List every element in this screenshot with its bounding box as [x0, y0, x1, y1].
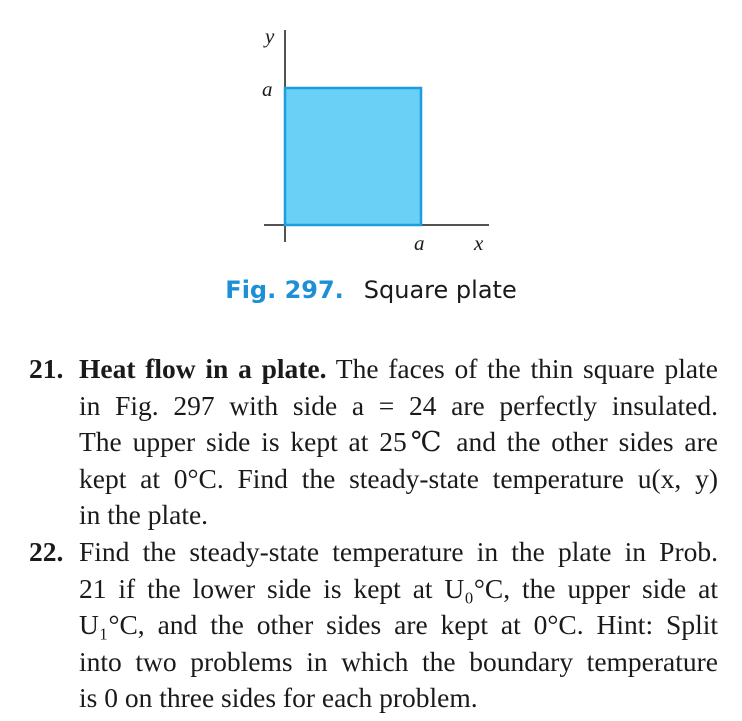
problem-line: in the plate. — [79, 499, 209, 530]
problem-line: is 0 on three sides for each problem. — [79, 682, 478, 713]
figure-caption — [0, 276, 742, 304]
problem-line: The upper side is kept at 25℃ and the other sides are — [79, 426, 718, 457]
problem-line: kept at 0°C. Find the steady-state temperature u(x, y) — [79, 462, 718, 494]
y-axis-label: y — [265, 24, 275, 48]
problem-number: 22. — [29, 536, 64, 567]
problem-line: Heat flow in a plate. The faces of the thin square plate — [79, 353, 718, 384]
problem-line: U₁°C, and the other sides are kept at 0°C. Hint: Split — [79, 609, 718, 640]
side-label-horizontal: a — [414, 231, 425, 255]
side-label-vertical: a — [262, 77, 273, 101]
problem-number: 21. — [29, 353, 64, 384]
figure-caption-text: Square plate — [363, 276, 517, 304]
x-axis-label: x — [474, 231, 484, 255]
problem-line: 21 if the lower side is kept at U₀°C, the upper side at — [79, 572, 718, 604]
problem-title: Heat flow in a plate. — [79, 353, 327, 384]
square-plate-figure — [0, 0, 742, 280]
problem-line: in Fig. 297 with side a = 24 are perfectly insulated. — [79, 389, 718, 421]
problem-line: into two problems in which the boundary temperature — [79, 645, 718, 677]
figure-caption-label: Fig. 297. — [225, 276, 344, 304]
problem-line: Find the steady-state temperature in the plate in Prob. — [79, 536, 718, 567]
square-plate — [285, 88, 421, 225]
